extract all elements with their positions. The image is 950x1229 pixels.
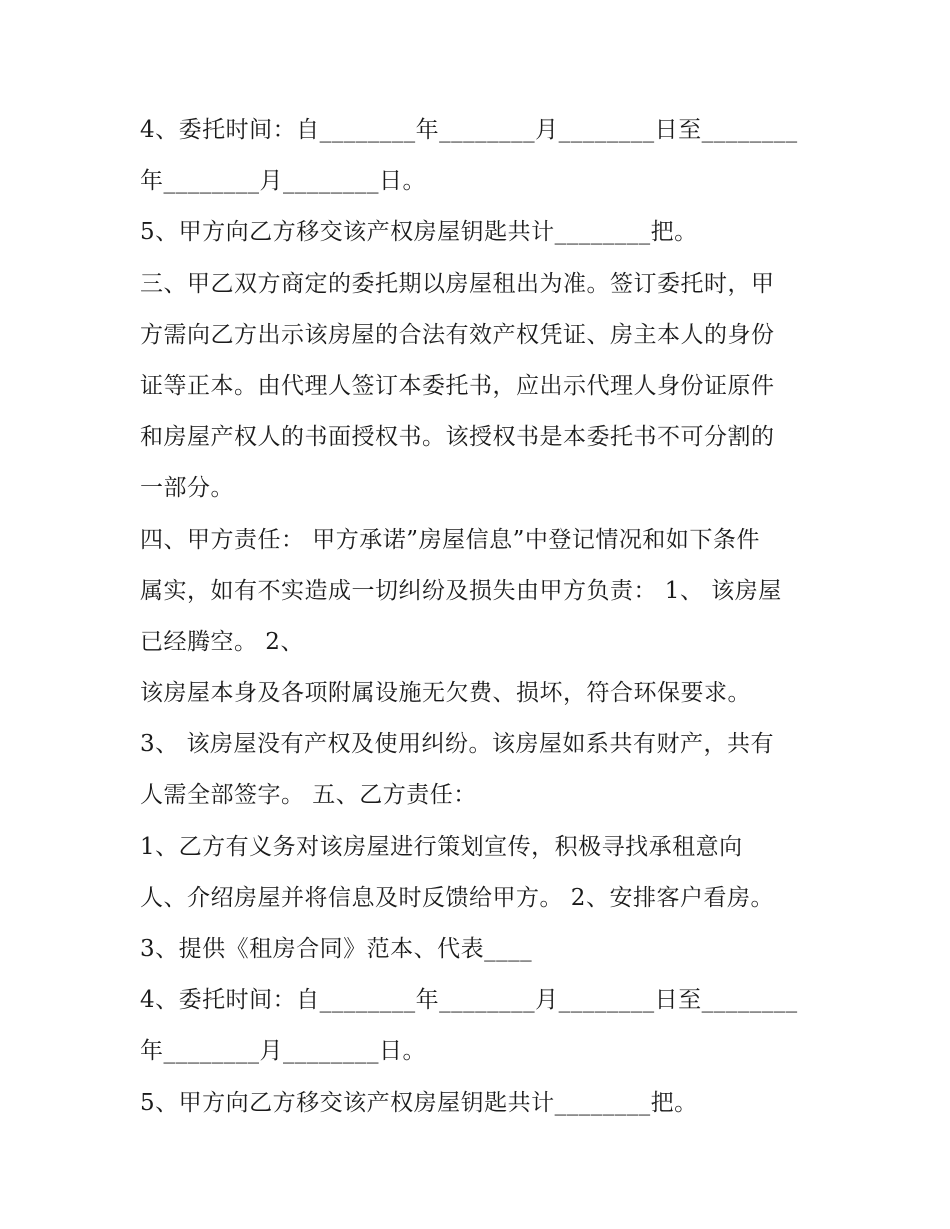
- text-line: 已经腾空。 2、: [140, 628, 304, 655]
- text-line: 人需全部签字。 五、乙方责任：: [140, 782, 477, 809]
- text-line: 该房屋本身及各项附属设施无欠费、损坏，符合环保要求。: [140, 680, 751, 707]
- text-line: 3、 该房屋没有产权及使用纠纷。该房屋如系共有财产，共有: [140, 731, 774, 758]
- text-line: 年________月________日。: [140, 168, 426, 195]
- text-line: 一部分。: [140, 475, 234, 502]
- text-line: 5、甲方向乙方移交该产权房屋钥匙共计________把。: [140, 219, 698, 246]
- text-line: 四、甲方责任： 甲方承诺”房屋信息”中登记情况和如下条件: [140, 526, 760, 553]
- text-line: 1、乙方有义务对该房屋进行策划宣传，积极寻找承租意向: [140, 833, 743, 860]
- text-line: 和房屋产权人的书面授权书。该授权书是本委托书不可分割的: [140, 424, 775, 451]
- text-line: 4、委托时间：自________年________月________日至________: [140, 987, 798, 1014]
- text-line: 3、提供《租房合同》范本、代表____: [140, 936, 533, 962]
- text-line: 证等正本。由代理人签订本委托书，应出示代理人身份证原件: [140, 372, 775, 399]
- text-line: 4、委托时间：自________年________月________日至________: [140, 117, 798, 143]
- text-line: 方需向乙方出示该房屋的合法有效产权凭证、房主本人的身份: [140, 321, 775, 348]
- text-line: 人、介绍房屋并将信息及时反馈给甲方。 2、安排客户看房。: [140, 884, 774, 911]
- document-body: [140, 105, 820, 1129]
- text-line: 年________月________日。: [140, 1038, 426, 1065]
- text-line: 属实，如有不实造成一切纠纷及损失由甲方负责： 1、 该房屋: [140, 577, 782, 604]
- text-line: 三、甲乙双方商定的委托期以房屋租出为准。签订委托时，甲: [140, 270, 775, 297]
- text-line: 5、甲方向乙方移交该产权房屋钥匙共计________把。: [140, 1089, 698, 1116]
